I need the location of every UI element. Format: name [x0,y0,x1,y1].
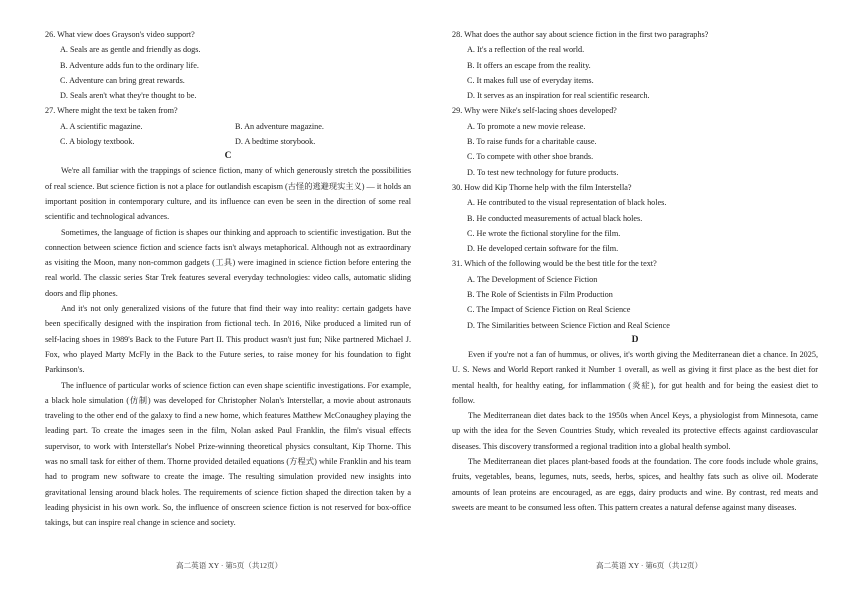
question-28: 28. What does the author say about science fiction in the first two paragraphs? [452,30,709,39]
option: C. He wrote the fictional storyline for the film. [467,228,621,238]
options-row [45,119,411,134]
option: B. He conducted measurements of actual black holes. [467,213,643,223]
passage-paragraph: The Mediterranean diet dates back to the 1950s when Ancel Keys, a physiologist from Minnesota, came up with the idea for the Seven Countries Study, which revealed its protective effects against cardiovascular diseases. This discovery transformed a regional tradition into a global health symbol. [452,411,818,451]
page-footer: 高二英语 XY · 第5页（共12页） [176,561,283,570]
question-30: 30. How did Kip Thorne help with the film Interstella? [452,182,632,192]
option: C. It makes full use of everyday items. [467,75,594,85]
passage-paragraph: The influence of particular works of science fiction can even shape scientific investigations. For example, a black hole simulation (仿制) was developed for Christopher Nolan's Interstellar, a movie about astronauts traveling to the other end of the galaxy to find a new home, which features Matthew McConaughey playing the leading part. To create the images seen in the film, Nolan asked Paul Franklin, the film's visual effects supervisor, to work with Interstellar's Nobel Prize-winning theoretical physics consultant, Kip Thorne. This was no small task for either of them. Thorne provided detailed equations (方程式) while Franklin and his team had to program new software to create the image. The resulting simulation provided new insights into gravitational lensing around black holes. The requirements of science fiction shaped the direction taken by a leading physicist in his own work. So, the influence of onscreen science fiction is not reserved for box-office takings, but can inspire real change in science and society. [45,380,411,528]
option: A. He contributed to the visual representation of black holes. [467,198,667,208]
passage-paragraph: And it's not only generalized visions of the future that find their way into reality: certain gadgets have been specifically designed with the inspiration from fictional tech. In 2016, Nike produced a limited run of self-lacing shoes in 1989's Back to the Future Part II. This product wasn't just fun; Nike partnered Michael J. Fox, who played Marty McFly in the Back to the Future series, to raise money for his foundation to fight Parkinson's. [45,304,411,375]
question-27: 27. Where might the text be taken from? [45,106,178,116]
option: C. The Impact of Science Fiction on Real Science [467,305,631,315]
option: C. To compete with other shoe brands. [467,152,594,162]
option: D. He developed certain software for the film. [467,244,619,254]
page-footer: 高二英语 XY · 第6页（共12页） [596,561,703,570]
passage-paragraph: We're all familiar with the trappings of science fiction, many of which generously stretch the possibilities of real science. But science fiction is not a place for outlandish escapism (古怪的逃避现实主义) — it holds an important position in contemporary culture, and its influence can even be seen in the direction of some real scientific and technological advances. [45,166,411,222]
question-26: 26. What view does Grayson's video support? [45,30,195,39]
passage-paragraph: Even if you're not a fan of hummus, or olives, it's worth giving the Mediterranean diet a chance. In 2025, U. S. News and World Report ranked it Number 1 overall, as well as giving it first place as the best diet for mental health, for healthy eating, for inflammation (炎症), for gut health and for being the easiest diet to follow. [452,349,818,405]
option: A. A scientific magazine. [60,121,143,131]
option: B. The Role of Scientists in Film Production [467,290,613,300]
option: D. It serves as an inspiration for real scientific research. [467,91,650,101]
option: D. Seals aren't what they're thought to be. [60,91,197,101]
option: A. Seals are as gentle and friendly as dogs. [60,45,201,55]
option: B. An adventure magazine. [235,121,324,131]
option: A. It's a reflection of the real world. [467,45,585,55]
option: B. To raise funds for a charitable cause. [467,137,597,147]
passage-paragraph: Sometimes, the language of fiction is shapes our thinking and approach to scientific investigation. But the connection between science fiction and science facts isn't always metaphorical. Although not as extraordinary as visiting the Moon, many non-common gadgets (工具) were imagined in science fiction before entering the real world. The classic series Star Trek features several everyday technologies: video calls, automatic sliding doors and flip phones. [45,227,411,298]
option: D. A bedtime storybook. [235,137,316,147]
option: D. The Similarities between Science Fiction and Real Science [467,320,670,330]
option: B. It offers an escape from the reality. [467,60,591,70]
option: A. To promote a new movie release. [467,121,586,131]
option: C. Adventure can bring great rewards. [60,75,185,85]
question-29: 29. Why were Nike's self-lacing shoes developed? [452,106,617,116]
option: D. To test new technology for future products. [467,167,619,177]
question-31: 31. Which of the following would be the best title for the text? [452,259,657,269]
option: B. Adventure adds fun to the ordinary life. [60,60,199,70]
passage-paragraph: The Mediterranean diet places plant-based foods at the foundation. The core foods include whole grains, fruits, vegetables, beans, legumes, nuts, seeds, herbs, spices, and healthy fats such as olive oil. Moderate amounts of lean proteins are encouraged, as are eggs, dairy products and wine. By contrast, red meats and sweets are meant to be consumed less often. This pattern creates a natural defense against many diseases. [452,457,818,512]
right-page [452,27,818,515]
option: C. A biology textbook. [60,137,135,147]
options-row [45,134,411,149]
left-page [45,27,411,531]
option: A. The Development of Science Fiction [467,274,598,284]
section-heading-d: D [631,334,639,345]
section-heading-c: C [224,151,232,162]
